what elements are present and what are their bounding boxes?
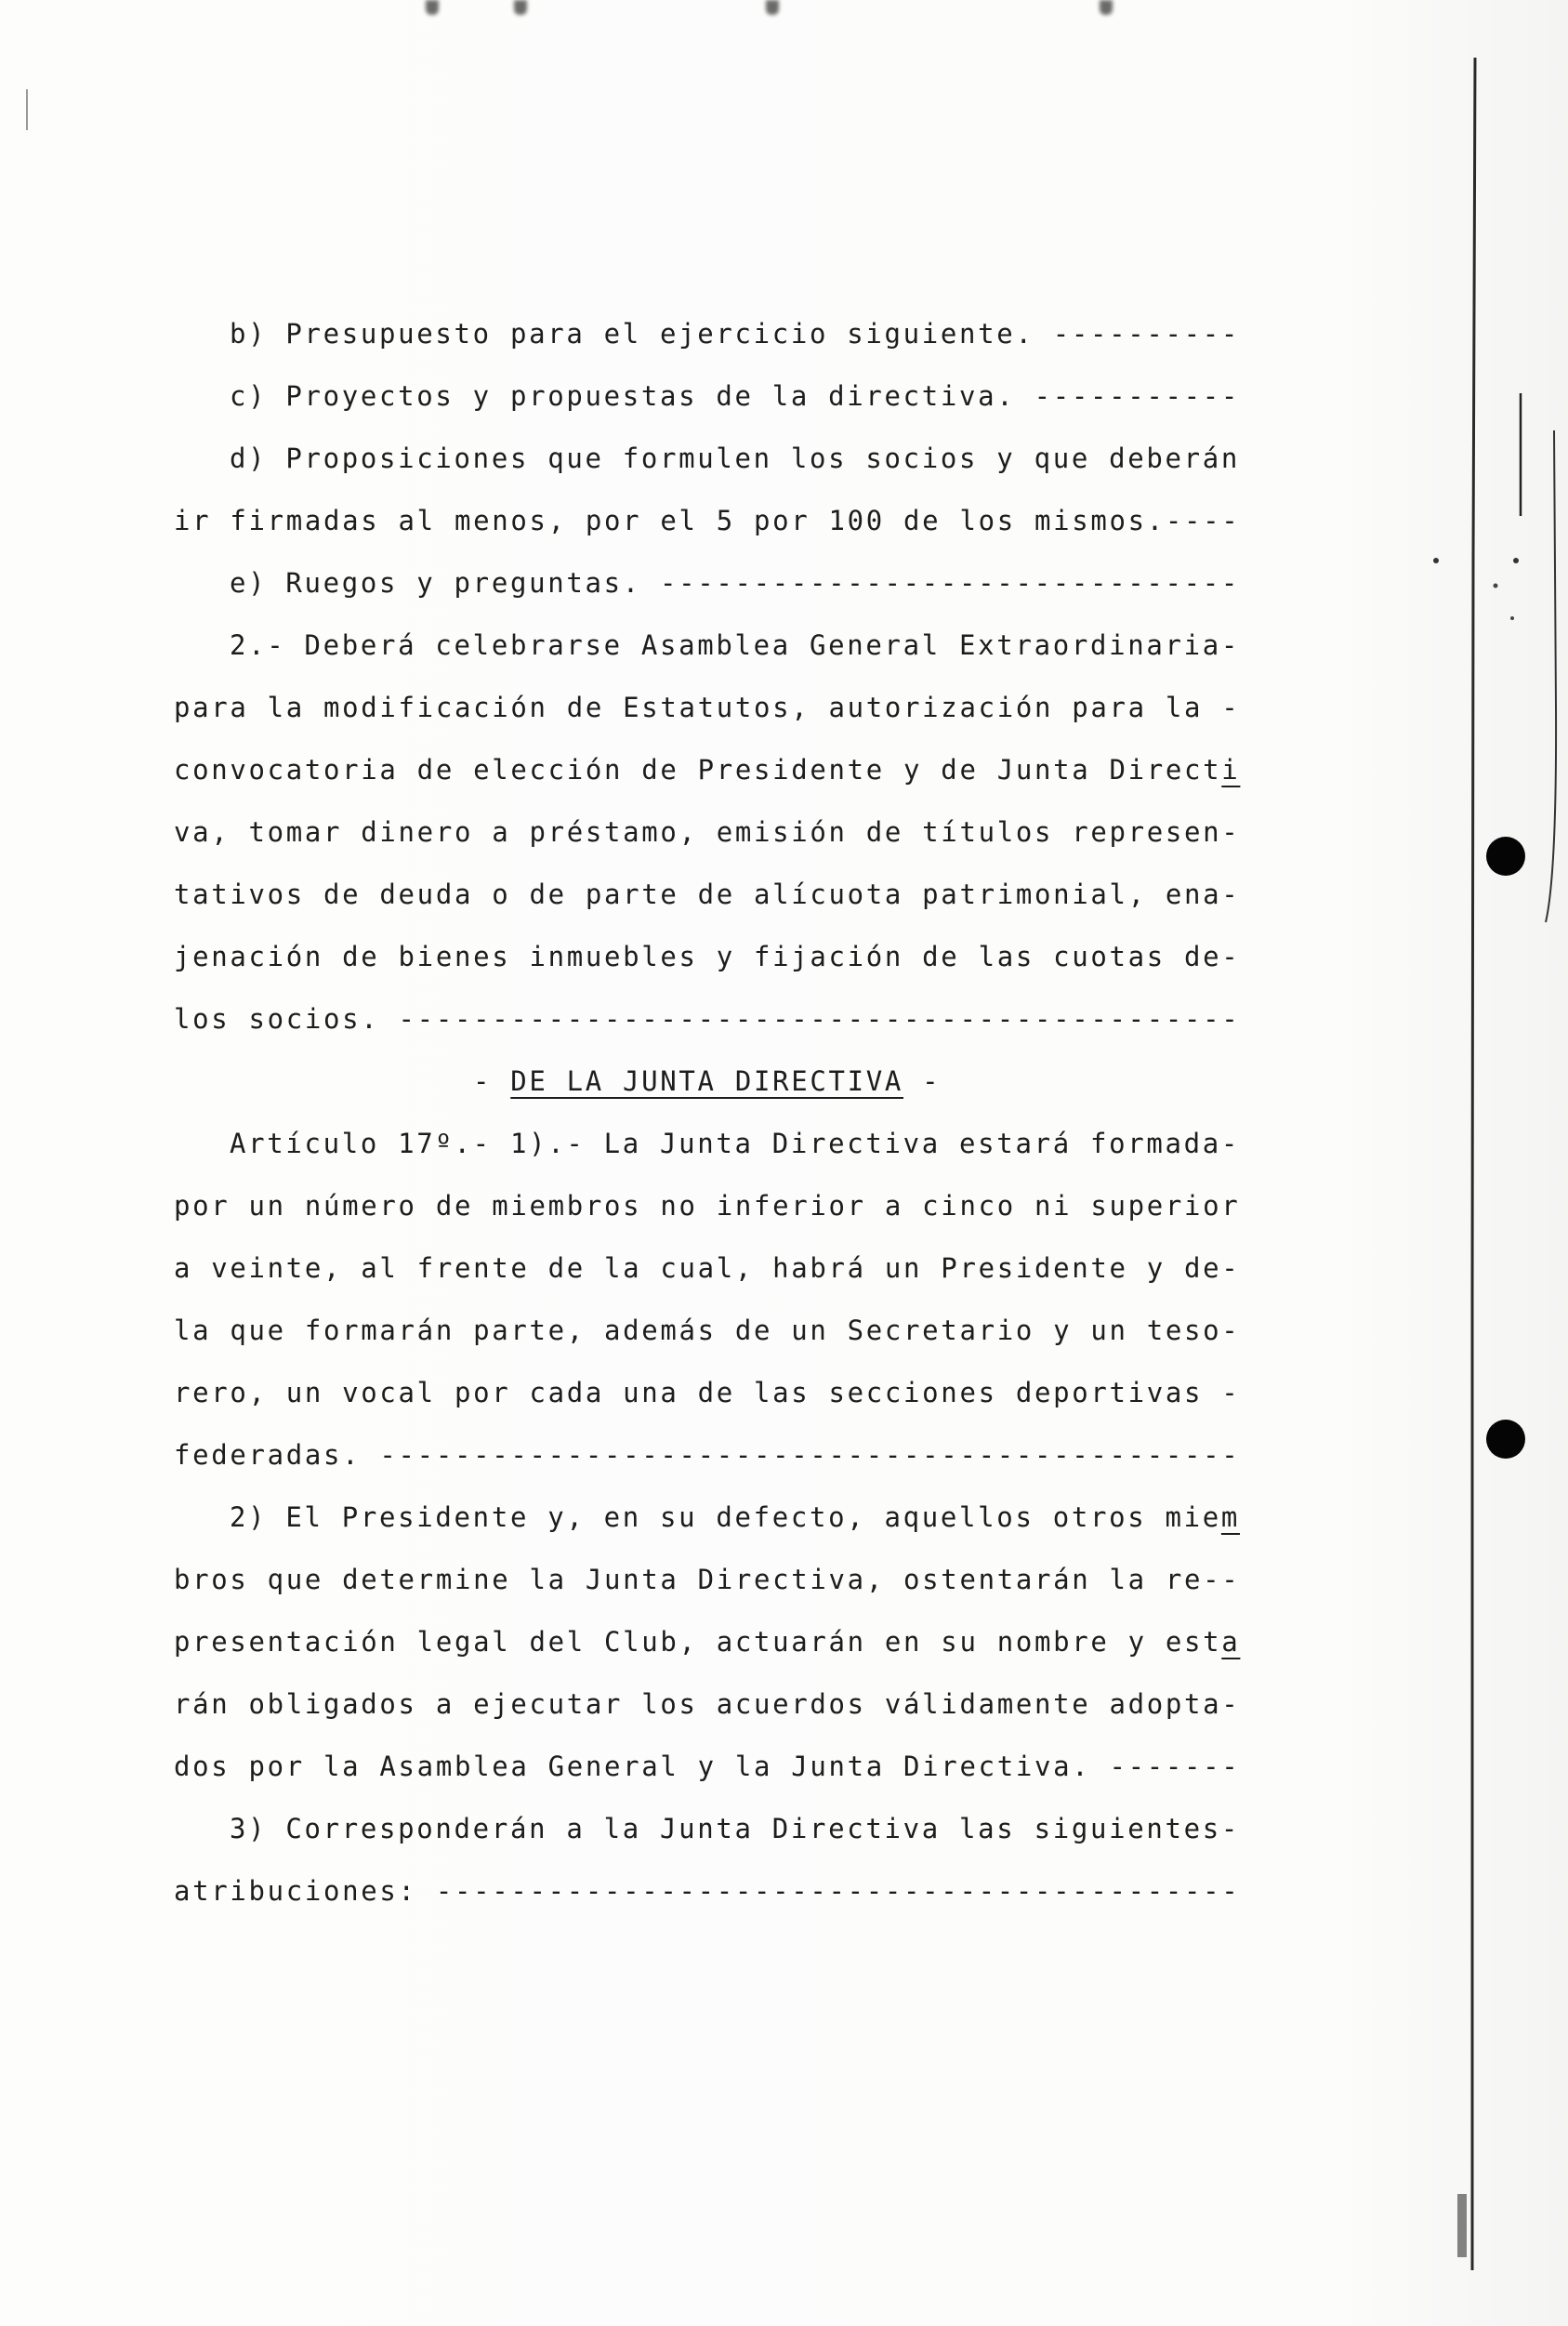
scan-mark — [1100, 0, 1113, 15]
scan-speck — [1433, 558, 1439, 563]
clause-2-line-1: 2.- Deberá celebrarse Asamblea General Extraordinaria- — [230, 629, 1240, 661]
clause-2-line-2: para la modificación de Estatutos, autorización para la - — [174, 692, 1241, 723]
scan-speck — [1510, 616, 1514, 620]
agenda-item-e: e) Ruegos y preguntas. ------------------------------- — [230, 567, 1240, 599]
punch-hole — [1486, 837, 1525, 876]
article-17-par-3-line-2: atribuciones: ------------------------------------------- — [174, 1875, 1241, 1907]
line-text: presentación legal del Club, actuarán en su nombre y est — [174, 1626, 1222, 1658]
article-17-par-3-line-1: 3) Corresponderán a la Junta Directiva las siguientes- — [230, 1813, 1240, 1844]
heading-dash-right: - — [903, 1065, 942, 1097]
clause-2-line-5: tativos de deuda o de parte de alícuota patrimonial, ena- — [174, 879, 1241, 910]
article-17-line-4: la que formarán parte, además de un Secretario y un teso- — [174, 1315, 1241, 1346]
page-margin-marks — [1394, 0, 1568, 2326]
article-17-line-1: Artículo 17º.- 1).- La Junta Directiva estará formada- — [230, 1128, 1240, 1159]
article-17-line-3: a veinte, al frente de la cual, habrá un Presidente y de- — [174, 1252, 1241, 1284]
page-edge-line — [1472, 58, 1475, 2270]
line-text: 2) El Presidente y, en su defecto, aquellos otros mie — [230, 1501, 1221, 1533]
scan-mark — [514, 0, 527, 15]
agenda-item-d-line-1: d) Proposiciones que formulen los socios y que deberán — [230, 443, 1240, 474]
section-heading — [174, 1051, 1261, 1113]
pen-stroke — [1546, 430, 1556, 922]
clause-2-line-7: los socios. --------------------------------------------- — [174, 1003, 1241, 1035]
article-17-line-6: federadas. ---------------------------------------------- — [174, 1439, 1241, 1471]
article-17-line-2: por un número de miembros no inferior a cinco ni superior — [174, 1190, 1241, 1222]
agenda-item-d-line-2: ir firmadas al menos, por el 5 por 100 de los mismos.---- — [174, 505, 1241, 536]
article-17-par-2-line-5: dos por la Asamblea General y la Junta Directiva. ------- — [174, 1751, 1241, 1782]
clause-2-line-3 — [174, 739, 1261, 801]
clause-2-line-6: jenación de bienes inmuebles y fijación de las cuotas de- — [174, 941, 1241, 972]
underlined-letter: i — [1221, 754, 1241, 786]
article-17-par-2-line-2: bros que determine la Junta Directiva, ostentarán la re-- — [174, 1564, 1241, 1595]
line-text: convocatoria de elección de Presidente y de Junta Direct — [174, 754, 1222, 786]
underlined-letter: m — [1220, 1501, 1241, 1533]
article-17-par-2-line-1 — [174, 1487, 1261, 1549]
scan-mark — [766, 0, 779, 15]
clause-2-line-4: va, tomar dinero a préstamo, emisión de títulos represen- — [174, 816, 1241, 848]
agenda-item-c: c) Proyectos y propuestas de la directiva. ----------- — [230, 380, 1240, 412]
heading-dash-left: - — [473, 1065, 511, 1097]
scan-speck — [1494, 584, 1498, 588]
scan-mark — [426, 0, 439, 15]
article-17-par-2-line-4: rán obligados a ejecutar los acuerdos válidamente adopta- — [174, 1688, 1241, 1720]
scan-mark — [26, 89, 28, 130]
article-17-line-5: rero, un vocal por cada una de las secciones deportivas - — [174, 1377, 1241, 1408]
heading-title: DE LA JUNTA DIRECTIVA — [510, 1065, 903, 1097]
scan-speck — [1513, 558, 1519, 563]
article-17-par-2-line-3 — [174, 1611, 1261, 1673]
underlined-letter: a — [1221, 1626, 1241, 1658]
document-body — [174, 303, 1261, 1923]
scan-smudge — [1457, 2194, 1467, 2257]
punch-hole — [1486, 1420, 1525, 1459]
agenda-item-b: b) Presupuesto para el ejercicio siguiente. ---------- — [230, 318, 1240, 350]
